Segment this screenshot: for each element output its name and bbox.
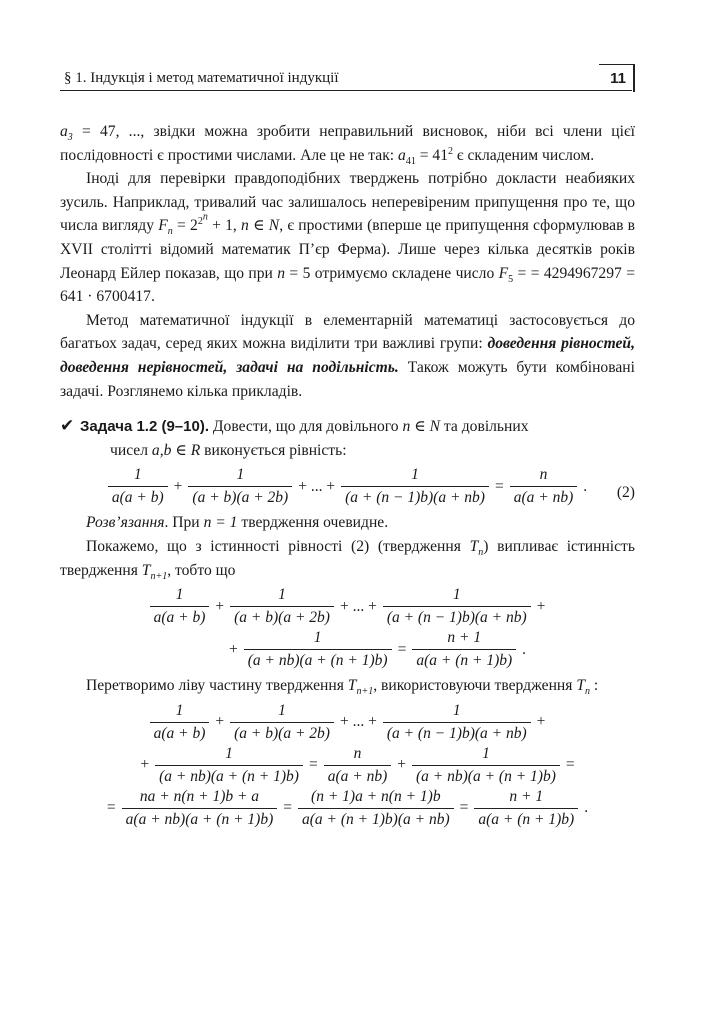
equation-4: $\frac{1}{a(a + b)}$ + $\frac{1}{(a + b)(a + 2b)}$ + ... + $\frac{1}{(a + (n - 1)b)(a + nb)}$ + + $\frac{1}{(a + nb)(a + (n + 1)b)}$ = $\frac{n}{a(a + nb)}$ + $\frac{1}{(a + nb)(a + (n + 1)b)}$ = = $\frac{na + n(n + 1)b + a}{a(a + nb)(a + (n + 1)b)}$ = $\frac{(n + 1)a + n(n + 1)b}{a(a + (n + 1)b)(a + nb)}$ = $\frac{n + 1}{a(a + (n + 1)b)}$ .: [106, 701, 589, 828]
paragraph-sequence: $a_3 = 47$, ..., звідки можна зробити неправильний висновок, ніби всі члени цієї послідовності є простими числами. Але це не так: $a_{41} = 41^2$ є складеним числом.: [60, 123, 635, 167]
fraction: $\frac{n}{a(a + nb)}$: [510, 465, 578, 508]
fraction: $\frac{(n + 1)a + n(n + 1)b}{a(a + (n + 1)b)(a + nb)}$: [298, 787, 454, 830]
task-1-2: ✔ Задача 1.2 (9–10). Довести, що для довільного n ∈ N та довільних чисел a,b ∈ R виконується рівність:: [60, 416, 529, 459]
header-rule: [60, 90, 632, 91]
fraction: $\frac{1}{(a + b)(a + 2b)}$: [230, 585, 334, 628]
page-header: [60, 64, 635, 94]
paragraph-induction-step: Покажемо, що з істинності рівності (2) (твердження $T_n$) випливає істинність твердження $T_{n+1}$, тобто що: [60, 537, 635, 582]
fraction: $\frac{1}{(a + (n - 1)b)(a + nb)}$: [383, 701, 531, 744]
fraction: $\frac{1}{a(a + b)}$: [150, 701, 210, 744]
fraction: $\frac{n + 1}{a(a + (n + 1)b)}$: [412, 628, 516, 671]
equation-2: $\frac{1}{a(a + b)}$ + $\frac{1}{(a + b)(a + 2b)}$ + ... + $\frac{1}{(a + (n - 1)b)(a + nb)}$ = $\frac{n}{a(a + nb)}$ . (2): [60, 465, 635, 508]
fraction: $\frac{n + 1}{a(a + (n + 1)b)}$: [474, 787, 578, 830]
fraction: $\frac{1}{(a + (n - 1)b)(a + nb)}$: [383, 585, 531, 628]
running-title: § 1. Індукція і метод математичної індукції: [64, 70, 339, 86]
paragraph-transform: Перетворимо ліву частину твердження $T_{n+1}$, використовуючи твердження $T_n$ :: [86, 677, 599, 698]
checkmark-icon: ✔: [60, 416, 75, 437]
paragraph-fermat: Іноді для перевірки правдоподібних тверджень потрібно докласти неабияких зусиль. Наприклад, тривалий час залишалось неперевіреним припущення про те, що числа вигляду $F_n = 2^{2^n} + 1$, n ∈ N, є простими (вперше це припущення сформулював в XVII столітті відомий математик П’єр Ферма). Лише через кілька десятків років Леонард Ейлер показав, що при n = 5 отримуємо складене число $F_5$ = = 4294967297 = 641 · 6700417.: [60, 170, 636, 306]
paragraph-method: Метод математичної індукції в елементарній математиці застосовується до багатьох задач, серед яких можна виділити три важливі групи: доведення рівностей, доведення нерівностей, задачі на подільність. Також можуть бути комбіновані задачі. Розглянемо кілька прикладів.: [60, 311, 635, 400]
fraction: $\frac{1}{(a + nb)(a + (n + 1)b)}$: [155, 744, 303, 787]
fraction: $\frac{1}{(a + (n - 1)b)(a + nb)}$: [341, 465, 489, 508]
task-title: Задача 1.2 (9–10).: [80, 418, 209, 436]
fraction: $\frac{1}{(a + b)(a + 2b)}$: [230, 701, 334, 744]
page-body: [60, 120, 635, 833]
page-number: 11: [610, 70, 626, 87]
fraction: $\frac{1}{a(a + b)}$: [150, 585, 210, 628]
fraction: $\frac{n}{a(a + nb)}$: [324, 744, 392, 787]
fraction: $\frac{1}{(a + b)(a + 2b)}$: [188, 465, 292, 508]
fraction: $\frac{1}{(a + nb)(a + (n + 1)b)}$: [244, 628, 392, 671]
solution-paragraph: Розв’язання. При n = 1 твердження очевидне.: [86, 514, 389, 532]
equation-3: $\frac{1}{a(a + b)}$ + $\frac{1}{(a + b)(a + 2b)}$ + ... + $\frac{1}{(a + (n - 1)b)(a + nb)}$ + + $\frac{1}{(a + nb)(a + (n + 1)b)}$ = $\frac{n + 1}{a(a + (n + 1)b)}$ .: [60, 585, 635, 671]
equation-number: (2): [616, 484, 635, 502]
fraction: $\frac{na + n(n + 1)b + a}{a(a + nb)(a + (n + 1)b)}$: [122, 787, 278, 830]
fraction: $\frac{1}{a(a + b)}$: [108, 465, 168, 508]
fraction: $\frac{1}{(a + nb)(a + (n + 1)b)}$: [412, 744, 560, 787]
